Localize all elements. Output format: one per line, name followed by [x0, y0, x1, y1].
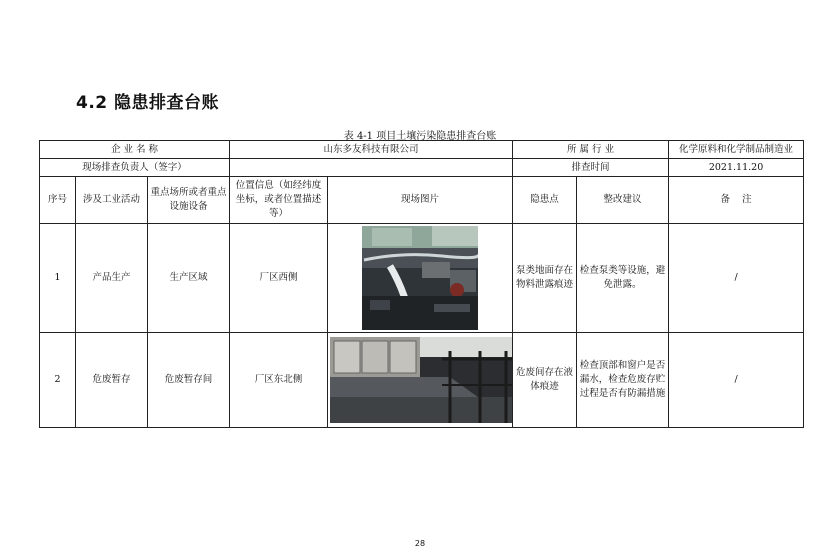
- column-header-row: [40, 177, 804, 224]
- row-hazard: 泵类地面存在物料泄露痕迹: [513, 224, 577, 333]
- row-suggestion: 检查泵类等设施，避免泄露。: [577, 224, 669, 333]
- inspector-label: 现场排查负责人（签字）: [40, 159, 230, 177]
- row-remark: /: [669, 224, 804, 333]
- column-header: 位置信息（如经纬度坐标，或者位置描述等）: [230, 177, 328, 224]
- row-location: 厂区东北侧: [230, 333, 328, 428]
- row-photo-cell: [328, 224, 513, 333]
- row-remark: /: [669, 333, 804, 428]
- date-label: 排查时间: [513, 159, 669, 177]
- row-hazard: 危废间存在液体痕迹: [513, 333, 577, 428]
- table-row: [40, 333, 804, 428]
- site-photo-waste-storage: [330, 337, 513, 423]
- row-location: 厂区西侧: [230, 224, 328, 333]
- section-heading: 4.2 隐患排查台账: [76, 93, 220, 113]
- row-number: 2: [40, 333, 76, 428]
- company-value: 山东多友科技有限公司: [230, 141, 513, 159]
- hazard-ledger-table: [39, 140, 804, 428]
- row-number: 1: [40, 224, 76, 333]
- column-header: 序号: [40, 177, 76, 224]
- row-suggestion: 检查顶部和窗户是否漏水，检查危废存贮过程是否有防漏措施: [577, 333, 669, 428]
- inspector-row: [40, 159, 804, 177]
- column-header: 涉及工业活动: [76, 177, 148, 224]
- column-header: 现场图片: [328, 177, 513, 224]
- column-header: 整改建议: [577, 177, 669, 224]
- company-row: [40, 141, 804, 159]
- site-photo-pump-area: [362, 226, 478, 330]
- row-activity: 危废暂存: [76, 333, 148, 428]
- company-label: 企 业 名 称: [40, 141, 230, 159]
- column-header: 隐患点: [513, 177, 577, 224]
- row-photo-cell: [328, 333, 513, 428]
- table-caption: 表 4-1 项目土壤污染隐患排查台账: [343, 131, 497, 142]
- industry-label: 所 属 行 业: [513, 141, 669, 159]
- column-header: 备 注: [669, 177, 804, 224]
- row-facility: 危废暂存间: [148, 333, 230, 428]
- table-row: [40, 224, 804, 333]
- date-value: 2021.11.20: [669, 159, 804, 177]
- row-facility: 生产区域: [148, 224, 230, 333]
- column-header: 重点场所或者重点设施设备: [148, 177, 230, 224]
- page-number: 28: [414, 539, 426, 548]
- inspector-signature: [230, 159, 513, 177]
- row-activity: 产品生产: [76, 224, 148, 333]
- industry-value: 化学原料和化学制品制造业: [669, 141, 804, 159]
